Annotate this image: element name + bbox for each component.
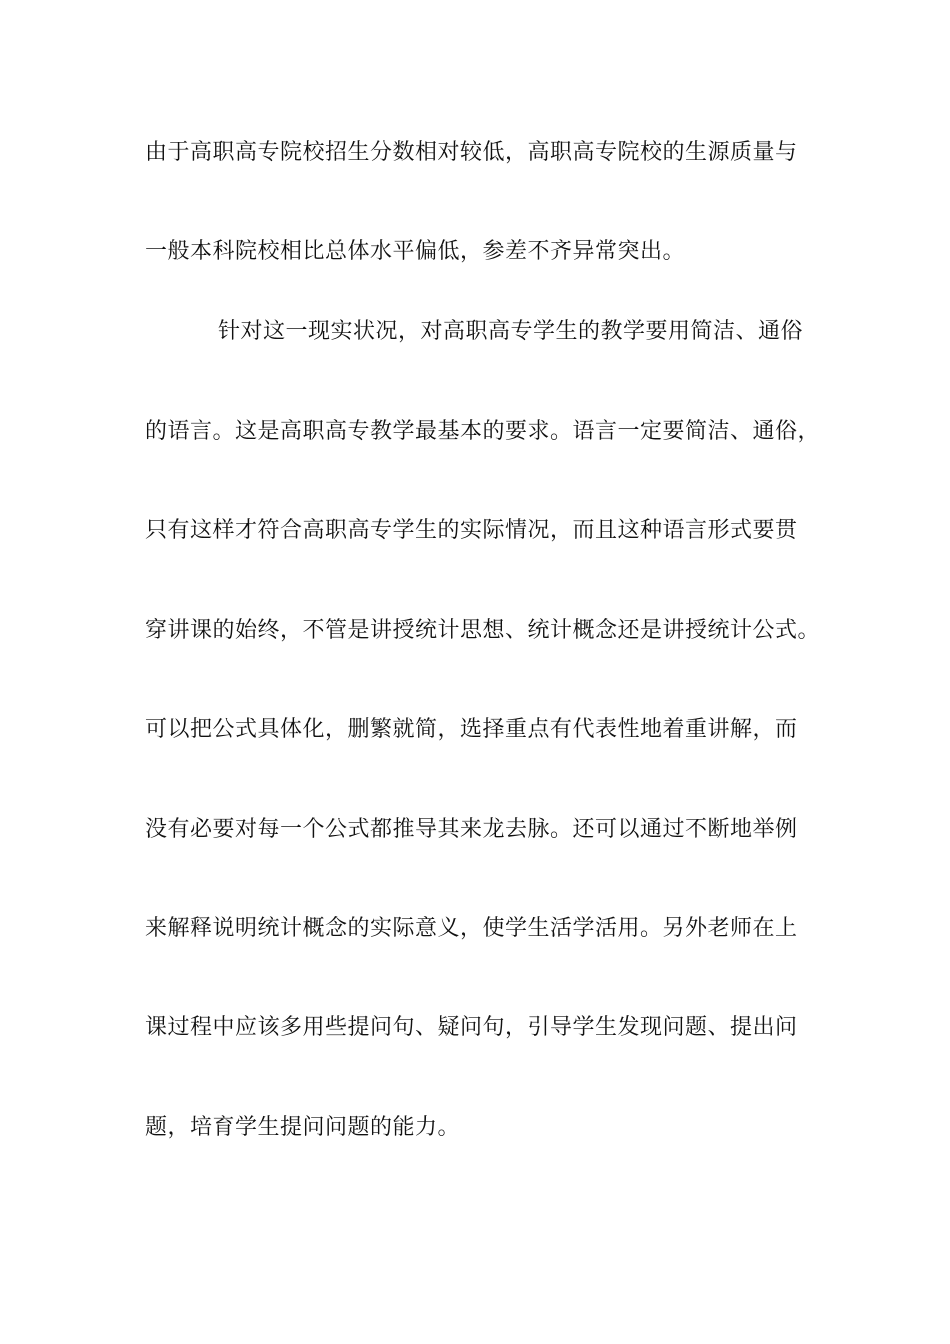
paragraph-line-3: 针对这一现实状况，对高职高专学生的教学要用简洁、通俗 bbox=[218, 319, 804, 344]
paragraph-line-8: 没有必要对每一个公式都推导其来龙去脉。还可以通过不断地举例 bbox=[145, 817, 798, 842]
paragraph-line-11: 题，培育学生提问问题的能力。 bbox=[145, 1115, 461, 1140]
paragraph-line-2: 一般本科院校相比总体水平偏低，参差不齐异常突出。 bbox=[145, 239, 686, 264]
paragraph-line-5: 只有这样才符合高职高专学生的实际情况，而且这种语言形式要贯 bbox=[145, 518, 798, 543]
paragraph-line-1: 由于高职高专院校招生分数相对较低，高职高专院校的生源质量与 bbox=[145, 140, 798, 165]
paragraph-line-6: 穿讲课的始终，不管是讲授统计思想、统计概念还是讲授统计公式。 bbox=[145, 618, 821, 643]
paragraph-line-9: 来解释说明统计概念的实际意义，使学生活学活用。另外老师在上 bbox=[145, 916, 798, 941]
paragraph-line-7: 可以把公式具体化，删繁就简，选择重点有代表性地着重讲解，而 bbox=[145, 717, 798, 742]
paragraph-line-4: 的语言。这是高职高专教学最基本的要求。语言一定要简洁、通俗， bbox=[145, 419, 821, 444]
paragraph-line-10: 课过程中应该多用些提问句、疑问句，引导学生发现问题、提出问 bbox=[145, 1015, 798, 1040]
